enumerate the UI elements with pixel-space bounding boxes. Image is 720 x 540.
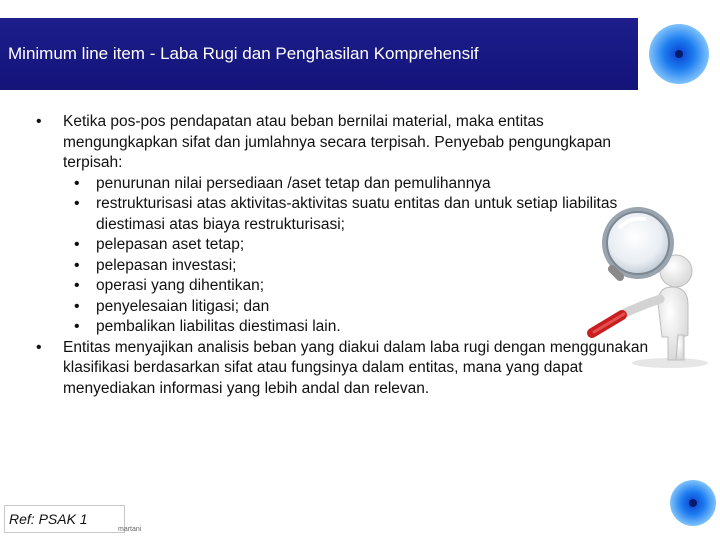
bullet-point-2 [0, 338, 660, 400]
bullet-text: Entitas menyajikan analisis beban yang diakui dalam laba rugi dengan menggunakan klasifikasi berdasarkan sifat atau fungsinya dalam entitas, mana yang dapat menyediakan informasi yang lebih andal dan relevan. [63, 338, 649, 397]
bullet-dot-icon: • [74, 174, 80, 192]
sub-bullet-4 [0, 256, 660, 277]
bullet-dot-icon: • [36, 113, 42, 130]
sub-bullet-text: penurunan nilai persediaan /aset tetap dan pemulihannya [96, 174, 491, 192]
reference-box [4, 505, 125, 533]
sub-bullet-1 [0, 174, 660, 195]
bullet-dot-icon: • [74, 195, 80, 212]
bullet-text: Ketika pos-pos pendapatan atau beban bernilai material, maka entitas mengungkapkan sifat dan jumlahnya secara terpisah. Penyebab pengungkapan terpisah: [63, 113, 612, 171]
bullet-dot-icon: • [74, 318, 80, 335]
sub-bullet-2 [0, 194, 660, 235]
sub-bullet-3 [0, 235, 660, 256]
bullet-dot-icon: • [74, 297, 80, 315]
sub-bullet-text: penyelesaian litigasi; dan [96, 297, 270, 315]
title-bar [0, 18, 638, 90]
sub-bullet-text: operasi yang dihentikan; [96, 277, 265, 294]
bullet-dot-icon: • [74, 236, 80, 253]
sub-bullet-text: pelepasan investasi; [96, 256, 237, 274]
reference-text: Ref: PSAK 1 [9, 511, 88, 527]
sub-bullet-text: restrukturisasi atas aktivitas-aktivitas suatu entitas dan untuk setiap liabilitas diestimasi atas biaya restrukturisasi; [96, 195, 618, 233]
blue-orb-icon [670, 480, 716, 526]
sub-bullet-6 [0, 297, 660, 318]
sub-bullet-text: pembalikan liabilitas diestimasi lain. [96, 318, 341, 335]
bullet-dot-icon: • [74, 277, 80, 294]
sub-bullet-text: pelepasan aset tetap; [96, 236, 245, 253]
sub-bullet-5 [0, 276, 660, 297]
slide-title: Minimum line item - Laba Rugi dan Penghasilan Komprehensif [8, 44, 479, 63]
bullet-dot-icon: • [74, 256, 80, 274]
sub-bullet-7 [0, 317, 660, 338]
blue-orb-icon [649, 24, 709, 84]
bullet-dot-icon: • [36, 338, 42, 356]
person-with-magnifier-icon [580, 195, 720, 370]
footer-fragment: martani [118, 526, 142, 533]
slide-body [0, 112, 660, 399]
bullet-point-1 [0, 112, 660, 174]
